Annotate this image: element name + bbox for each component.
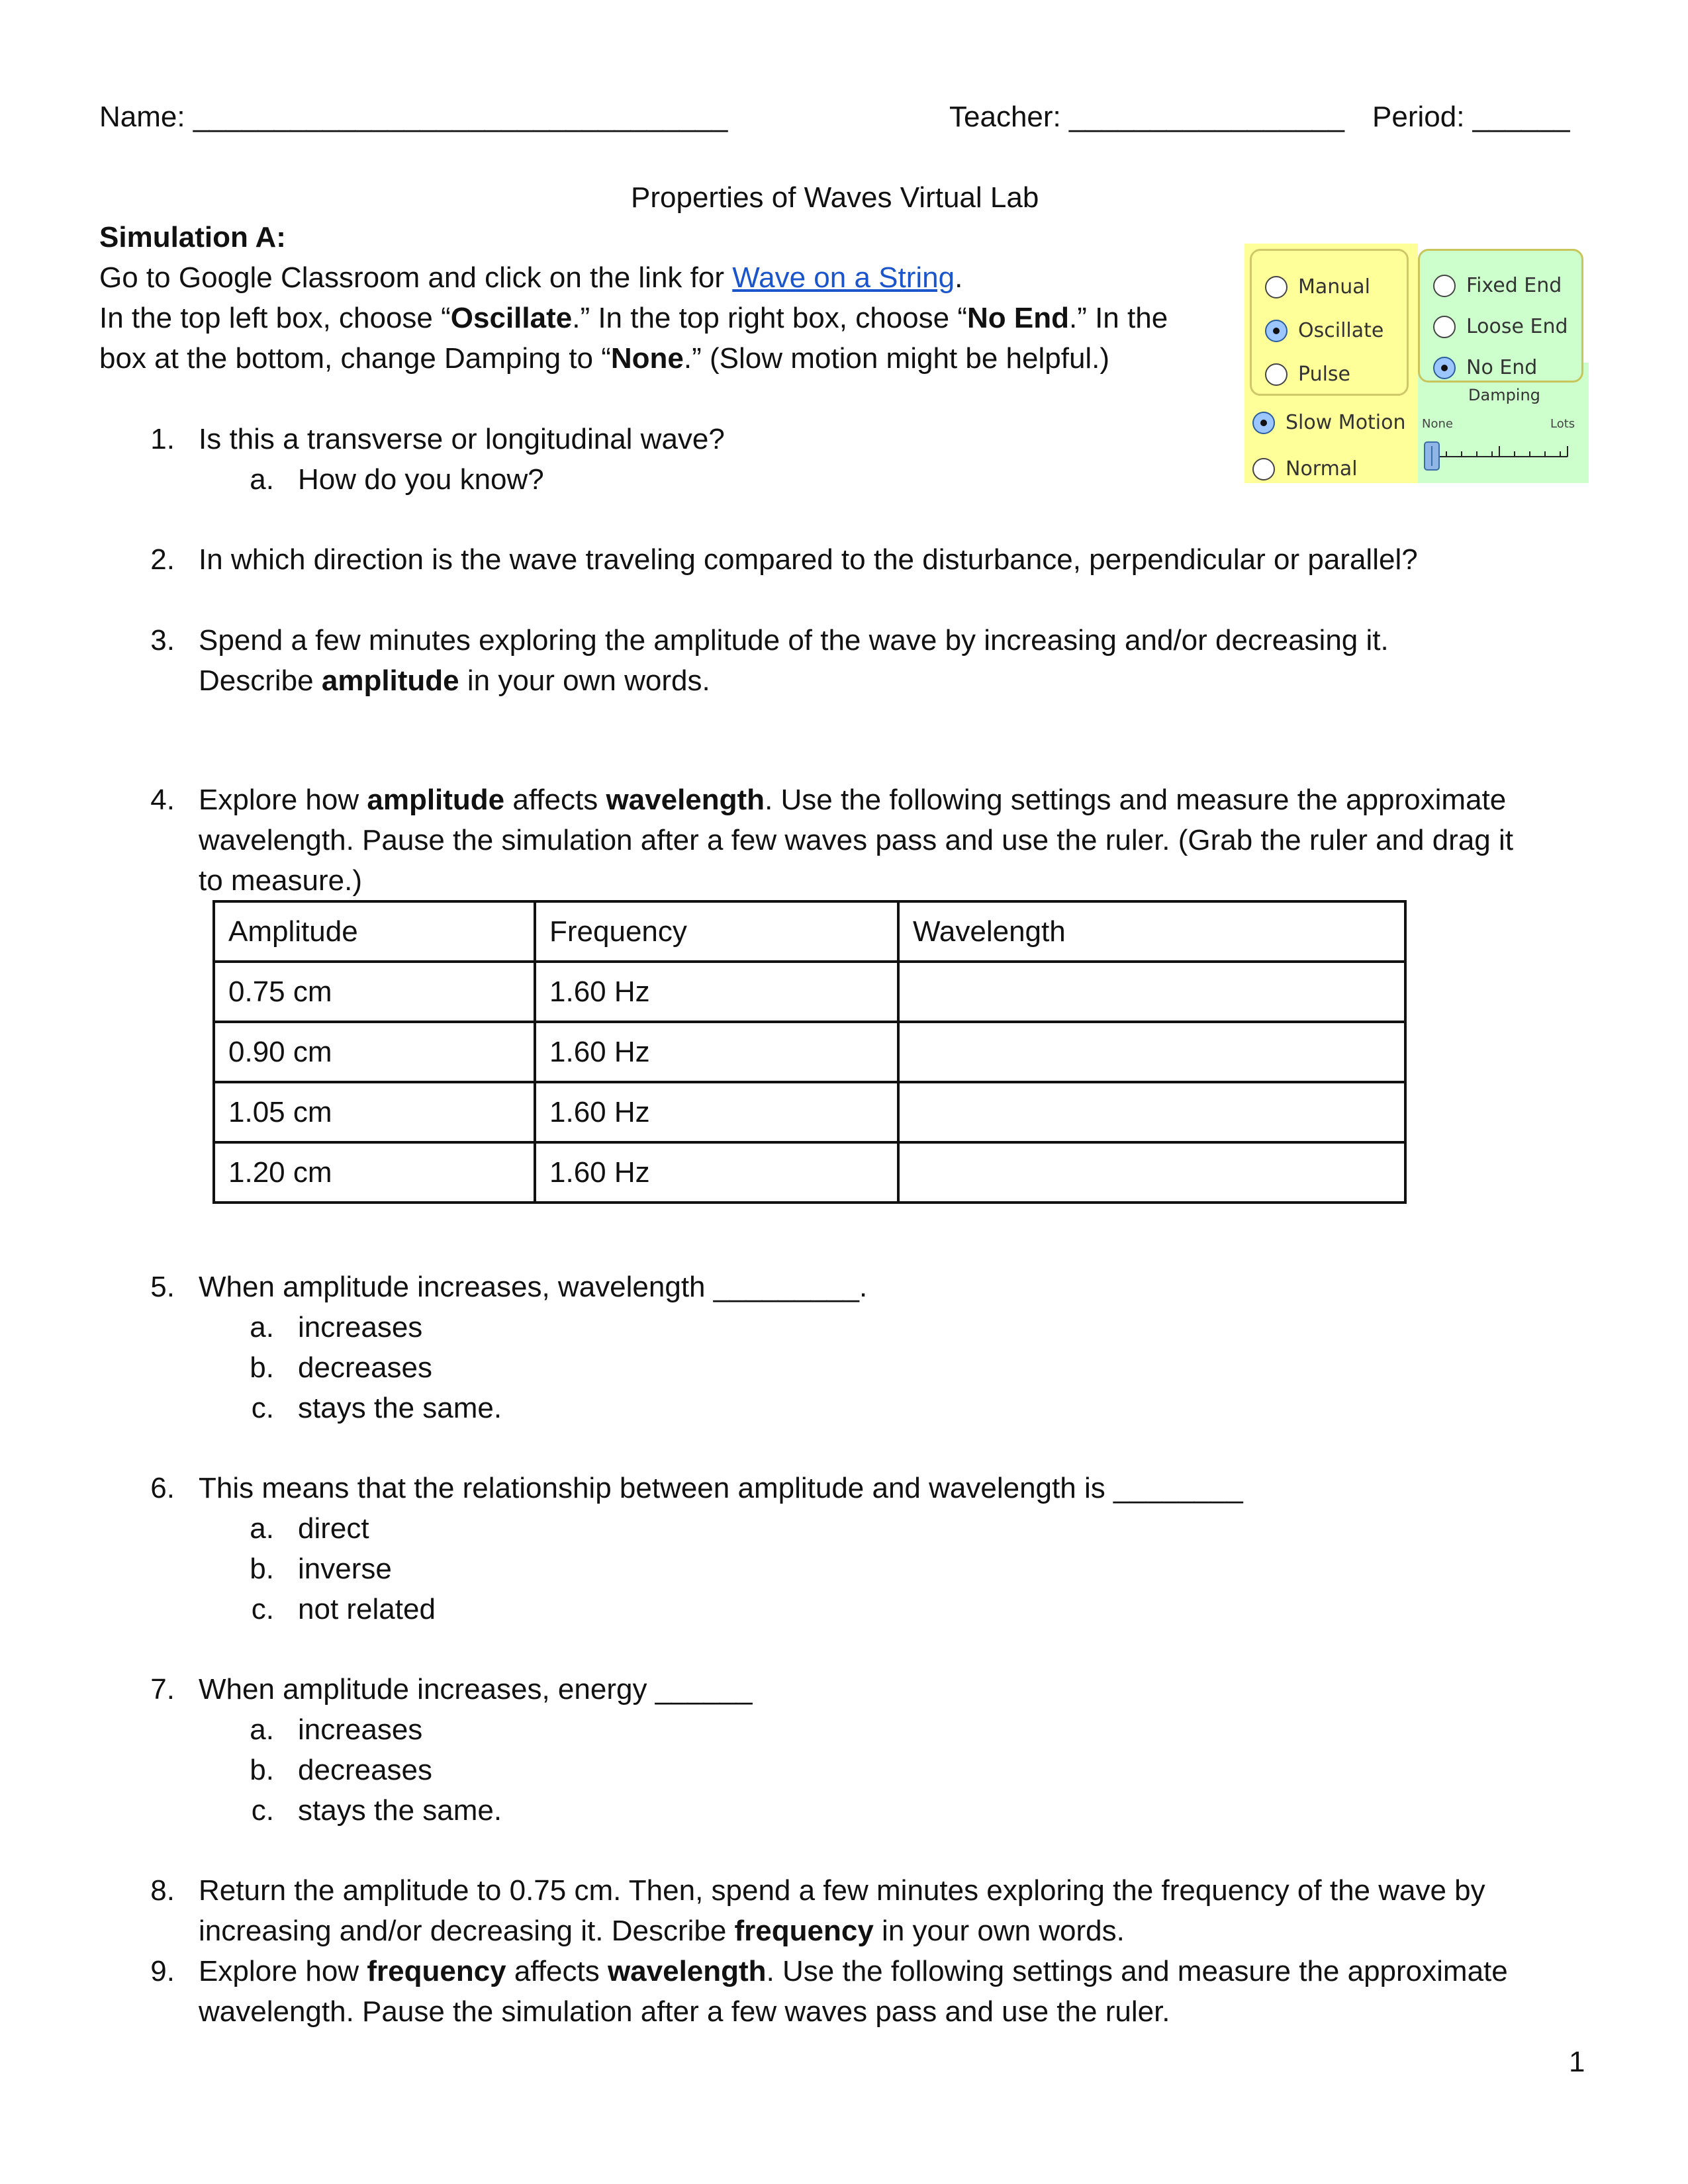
question-5-text: When amplitude increases, wavelength _________. [199, 1271, 868, 1303]
answer-option: not related [298, 1593, 436, 1625]
intro-paragraph-line-1 [99, 257, 962, 298]
table-cell: 0.90 cm [214, 1022, 535, 1082]
question-3-line-2 [199, 660, 710, 701]
intro-text: .” (Slow motion might be helpful.) [683, 342, 1110, 375]
question-2-text: In which direction is the wave traveling compared to the disturbance, perpendicular or parallel? [199, 543, 1418, 576]
wavelength-answer-cell[interactable] [898, 1022, 1405, 1082]
question-4-line-1 [199, 780, 1506, 820]
damping-slider[interactable] [1422, 434, 1578, 471]
damping-label: Damping [1468, 386, 1540, 404]
table-cell: 1.60 Hz [535, 962, 898, 1022]
intro-paragraph-line-3 [99, 338, 1109, 379]
radio-icon [1252, 458, 1275, 480]
option-letter: b. [250, 1754, 274, 1786]
teacher-field-label: Teacher: _________________ [949, 101, 1344, 133]
damping-min-label: None [1422, 417, 1453, 431]
speed-option-slow-motion[interactable] [1252, 402, 1406, 443]
option-letter: b. [250, 1553, 274, 1585]
option-letter: c. [251, 1593, 274, 1625]
question-7-text: When amplitude increases, energy ______ [199, 1673, 753, 1706]
answer-option: stays the same. [298, 1794, 502, 1827]
answer-option: increases [298, 1713, 423, 1746]
question-1a-text: How do you know? [298, 463, 544, 496]
name-field-label: Name: _________________________________ [99, 101, 728, 133]
table-row [214, 1082, 1405, 1142]
question-4-line-3: to measure.) [199, 864, 362, 897]
period-field-label: Period: ______ [1372, 101, 1570, 133]
option-label: Slow Motion [1286, 411, 1406, 434]
question-8-line-1: Return the amplitude to 0.75 cm. Then, spend a few minutes exploring the frequency of the wave by [199, 1874, 1485, 1907]
question-1-text: Is this a transverse or longitudinal wave? [199, 423, 725, 455]
answer-option: increases [298, 1311, 423, 1343]
radio-icon [1433, 275, 1456, 297]
q3-text: in your own words. [459, 664, 710, 697]
question-number: 6. [150, 1472, 175, 1504]
question-3-line-1: Spend a few minutes exploring the amplitude of the wave by increasing and/or decreasing it. [199, 624, 1389, 657]
section-heading: Simulation A: [99, 221, 286, 253]
table-cell: 1.60 Hz [535, 1022, 898, 1082]
question-number: 3. [150, 624, 175, 657]
frequency-emphasis: frequency [734, 1915, 874, 1947]
end-box [1418, 249, 1583, 383]
q4-text: Explore how [199, 784, 367, 816]
answer-option: decreases [298, 1351, 433, 1384]
simulation-control-panel [1244, 244, 1589, 483]
question-number: 5. [150, 1271, 175, 1303]
radio-icon [1265, 363, 1288, 386]
option-label: Fixed End [1466, 274, 1562, 297]
option-letter: a. [250, 463, 274, 496]
amplitude-wavelength-table [212, 900, 1407, 1204]
q9-text: Explore how [199, 1955, 367, 1987]
option-label: Loose End [1466, 315, 1568, 338]
question-number: 4. [150, 784, 175, 816]
wavelength-emphasis: wavelength [607, 1955, 767, 1987]
amplitude-emphasis: amplitude [367, 784, 505, 816]
option-letter: c. [251, 1392, 274, 1424]
option-letter: b. [250, 1351, 274, 1384]
question-number: 7. [150, 1673, 175, 1706]
mode-option-oscillate[interactable] [1265, 310, 1383, 351]
end-option-no-end[interactable] [1433, 347, 1537, 388]
option-label: Normal [1286, 457, 1358, 480]
end-option-fixed[interactable] [1433, 265, 1562, 306]
none-emphasis: None [610, 342, 684, 375]
end-option-loose[interactable] [1433, 306, 1568, 347]
amplitude-emphasis: amplitude [321, 664, 459, 697]
question-4-line-2: wavelength. Pause the simulation after a few waves pass and use the ruler. (Grab the ruler and drag it [199, 824, 1513, 856]
mode-option-pulse[interactable] [1265, 354, 1350, 394]
option-label: Oscillate [1298, 319, 1384, 342]
question-number: 8. [150, 1874, 175, 1907]
option-label: Pulse [1298, 363, 1350, 386]
q9-text: affects [506, 1955, 608, 1987]
radio-icon [1265, 276, 1288, 298]
intro-text: . [955, 261, 963, 294]
option-label: No End [1466, 356, 1538, 379]
wavelength-answer-cell[interactable] [898, 1082, 1405, 1142]
oscillate-emphasis: Oscillate [450, 302, 573, 334]
table-header-cell: Frequency [535, 901, 898, 962]
table-header-cell: Wavelength [898, 901, 1405, 962]
q9-text: . Use the following settings and measure the approximate [766, 1955, 1508, 1987]
radio-selected-icon [1433, 357, 1456, 379]
intro-paragraph-line-2 [99, 298, 1168, 338]
damping-max-label: Lots [1550, 417, 1575, 431]
question-number: 9. [150, 1955, 175, 1987]
mode-box [1250, 249, 1409, 396]
wave-on-a-string-link[interactable]: Wave on a String [732, 261, 955, 294]
answer-option: direct [298, 1512, 369, 1545]
no-end-emphasis: No End [967, 302, 1069, 334]
option-letter: c. [251, 1794, 274, 1827]
wavelength-emphasis: wavelength [606, 784, 765, 816]
question-9-line-1 [199, 1951, 1508, 1991]
question-9-line-2: wavelength. Pause the simulation after a few waves pass and use the ruler. [199, 1995, 1170, 2028]
table-row [214, 1142, 1405, 1203]
q8-text: in your own words. [873, 1915, 1125, 1947]
table-cell: 1.20 cm [214, 1142, 535, 1203]
speed-option-normal[interactable] [1252, 449, 1358, 489]
q4-text: . Use the following settings and measure the approximate [765, 784, 1507, 816]
wavelength-answer-cell[interactable] [898, 962, 1405, 1022]
table-row [214, 962, 1405, 1022]
frequency-emphasis: frequency [367, 1955, 506, 1987]
mode-option-manual[interactable] [1265, 267, 1370, 307]
wavelength-answer-cell[interactable] [898, 1142, 1405, 1203]
intro-text: .” In the [1068, 302, 1168, 334]
answer-option: stays the same. [298, 1392, 502, 1424]
question-8-line-2 [199, 1911, 1125, 1951]
q3-text: Describe [199, 664, 322, 697]
page-number: 1 [1569, 2046, 1585, 2078]
option-label: Manual [1298, 275, 1371, 298]
intro-text: box at the bottom, change Damping to “ [99, 342, 611, 375]
table-cell: 0.75 cm [214, 962, 535, 1022]
radio-icon [1433, 316, 1456, 338]
radio-selected-icon [1265, 320, 1288, 342]
table-cell: 1.05 cm [214, 1082, 535, 1142]
intro-text: Go to Google Classroom and click on the link for [99, 261, 733, 294]
question-number: 2. [150, 543, 175, 576]
option-letter: a. [250, 1311, 274, 1343]
question-number: 1. [150, 423, 175, 455]
table-row [214, 1022, 1405, 1082]
table-header-cell: Amplitude [214, 901, 535, 962]
option-letter: a. [250, 1512, 274, 1545]
option-letter: a. [250, 1713, 274, 1746]
radio-selected-icon [1252, 412, 1275, 434]
intro-text: In the top left box, choose “ [99, 302, 451, 334]
question-6-text: This means that the relationship between amplitude and wavelength is ________ [199, 1472, 1243, 1504]
page-title: Properties of Waves Virtual Lab [631, 181, 1039, 214]
intro-text: .” In the top right box, choose “ [572, 302, 967, 334]
table-cell: 1.60 Hz [535, 1142, 898, 1203]
answer-option: inverse [298, 1553, 392, 1585]
table-cell: 1.60 Hz [535, 1082, 898, 1142]
q8-text: increasing and/or decreasing it. Describe [199, 1915, 735, 1947]
answer-option: decreases [298, 1754, 433, 1786]
table-header-row [214, 901, 1405, 962]
q4-text: affects [504, 784, 606, 816]
